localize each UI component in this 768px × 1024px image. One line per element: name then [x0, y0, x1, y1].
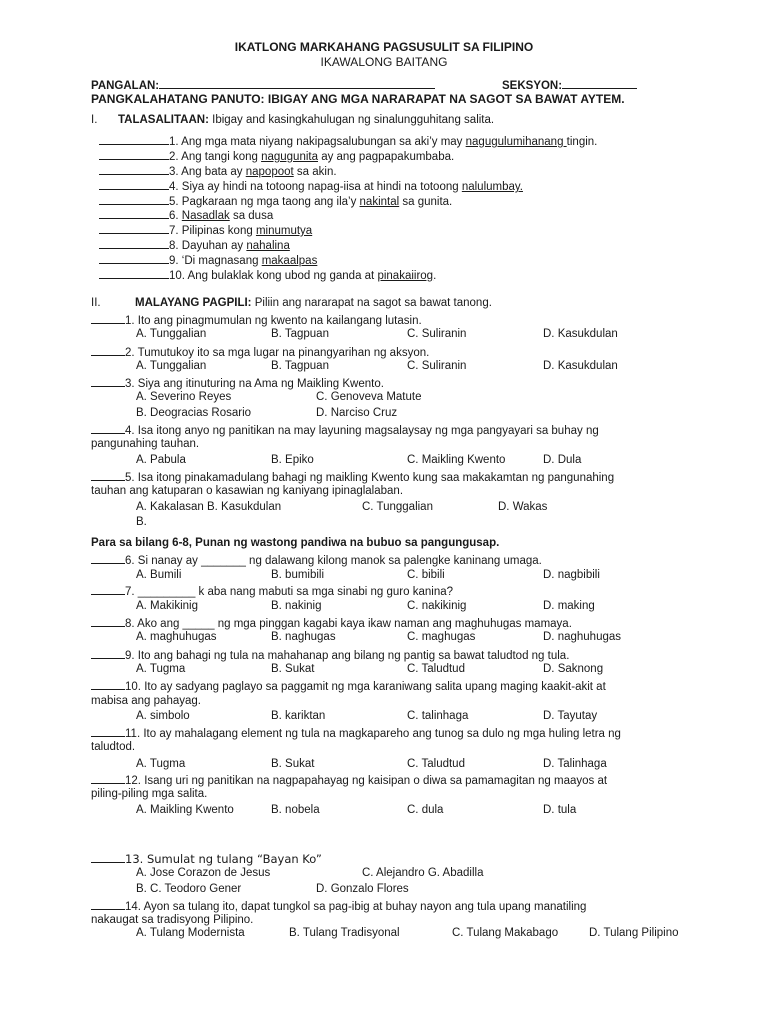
option-b[interactable]: B. Sukat: [271, 758, 315, 770]
option-a[interactable]: A. Tugma: [136, 758, 186, 770]
option-a[interactable]: A. Pabula: [136, 454, 186, 466]
underlined-word: nalulumbay.: [461, 181, 523, 193]
option-b[interactable]: B. Sukat: [271, 663, 315, 675]
part2-instruction: Piliin ang nararapat na sagot sa bawat tanong.: [254, 297, 492, 309]
vocab-item: 9. ‘Di magnasang makaalpas: [99, 252, 317, 268]
option-a[interactable]: A. simbolo: [136, 710, 190, 722]
answer-blank[interactable]: [91, 898, 125, 910]
part3-instruction: Para sa bilang 6-8, Punan ng wastong pandiwa na bubuo sa pangungusap.: [91, 537, 500, 549]
answer-blank[interactable]: [91, 422, 125, 434]
question-1: 1. Ito ang pinagmumulan ng kwento na kailangang lutasin.: [91, 312, 422, 328]
option-b[interactable]: B. C. Teodoro Gener: [136, 883, 242, 895]
answer-blank[interactable]: [99, 237, 169, 249]
underlined-word: nahalina: [246, 240, 290, 252]
option-a[interactable]: A. Tulang Modernista: [136, 927, 245, 939]
question-11-cont: taludtod.: [91, 741, 136, 753]
name-field-row: [91, 77, 435, 93]
answer-blank[interactable]: [99, 222, 169, 234]
option-d[interactable]: D. naghuhugas: [543, 631, 622, 643]
part1-roman: I.: [91, 114, 98, 126]
answer-blank[interactable]: [91, 552, 125, 564]
option-a[interactable]: A. Maikling Kwento: [136, 804, 234, 816]
answer-blank[interactable]: [99, 148, 169, 160]
option-a[interactable]: A. maghuhugas: [136, 631, 217, 643]
answer-blank[interactable]: [99, 252, 169, 264]
option-d[interactable]: D. Gonzalo Flores: [316, 883, 409, 895]
vocab-item: 5. Pagkaraan ng mga taong ang ila’y nakintal sa gunita.: [99, 193, 452, 209]
underlined-word: makaalpas: [261, 255, 318, 267]
exam-title: IKATLONG MARKAHANG PAGSUSULIT SA FILIPINO: [234, 40, 534, 54]
option-c[interactable]: C. maghugas: [407, 631, 476, 643]
vocab-item: 3. Ang bata ay napopoot sa akin.: [99, 163, 337, 179]
name-blank[interactable]: [159, 77, 435, 89]
answer-blank[interactable]: [91, 312, 125, 324]
underlined-word: pinakaiirog: [377, 270, 434, 282]
underlined-word: minumutya: [255, 225, 313, 237]
option-c[interactable]: C. Genoveva Matute: [316, 391, 422, 403]
answer-blank[interactable]: [91, 725, 125, 737]
option-c[interactable]: C. talinhaga: [407, 710, 469, 722]
option-d[interactable]: D. Tulang Pilipino: [589, 927, 679, 939]
option-b[interactable]: B. nobela: [271, 804, 320, 816]
vocab-item: 10. Ang bulaklak kong ubod ng ganda at pinakaiirog.: [99, 267, 436, 283]
question-6: 6. Si nanay ay _______ ng dalawang kilong manok sa palengke kaninang umaga.: [91, 552, 542, 568]
option-d[interactable]: D. Tayutay: [543, 710, 598, 722]
option-b[interactable]: B. Deogracias Rosario: [136, 407, 252, 419]
option-c[interactable]: C. dula: [407, 804, 444, 816]
option-b[interactable]: B. bumibili: [271, 569, 325, 581]
answer-blank[interactable]: [91, 851, 125, 863]
answer-blank[interactable]: [91, 772, 125, 784]
vocab-item: 4. Siya ay hindi na totoong napag-iisa at hindi na totoong nalulumbay.: [99, 178, 523, 194]
vocab-item: 1. Ang mga mata niyang nakipagsalubungan sa aki’y may nagugulumihanang tingin.: [99, 133, 597, 149]
question-4: 4. Isa itong anyo ng panitikan na may layuning magsalaysay ng mga pangyayari sa buhay ng: [91, 422, 599, 438]
option-c[interactable]: C. Maikling Kwento: [407, 454, 506, 466]
answer-blank[interactable]: [99, 207, 169, 219]
answer-blank[interactable]: [91, 344, 125, 356]
option-d[interactable]: D. Dula: [543, 454, 582, 466]
option-a[interactable]: A. Makikinig: [136, 600, 198, 612]
option-d[interactable]: D. Kasukdulan: [543, 360, 618, 372]
option-c[interactable]: C. nakikinig: [407, 600, 467, 612]
part1-instruction: Ibigay and kasingkahulugan ng sinalungguhitang salita.: [212, 114, 495, 126]
question-5-cont: tauhan ang katuparan o kasawian ng kaniyang ipinaglalaban.: [91, 485, 404, 497]
option-b[interactable]: B. Epiko: [271, 454, 314, 466]
general-instruction: PANGKALAHATANG PANUTO: IBIGAY ANG MGA NARARAPAT NA SAGOT SA BAWAT AYTEM.: [91, 92, 625, 106]
underlined-word: nakintal: [359, 196, 400, 208]
option-c[interactable]: C. Tunggalian: [362, 501, 433, 513]
option-b[interactable]: B. Tagpuan: [271, 360, 329, 372]
question-13: 13. Sumulat ng tulang “Bayan Ko”: [91, 851, 322, 866]
option-c[interactable]: C. Tulang Makabago: [452, 927, 559, 939]
question-4-cont: pangunahing tauhan.: [91, 438, 200, 450]
option-d[interactable]: D. Narciso Cruz: [316, 407, 398, 419]
vocab-item: 7. Pilipinas kong minumutya: [99, 222, 312, 238]
question-5: 5. Isa itong pinakamadulang bahagi ng maikling Kwento kung saa makakamtan ng pangunahing: [91, 469, 614, 485]
question-12-cont: piling-piling mga salita.: [91, 788, 208, 800]
vocab-item: 6. Nasadlak sa dusa: [99, 207, 273, 223]
option-d[interactable]: D. making: [543, 600, 595, 612]
option-d[interactable]: D. Kasukdulan: [543, 328, 618, 340]
option-a[interactable]: A. Jose Corazon de Jesus: [136, 867, 271, 879]
option-d[interactable]: D. nagbibili: [543, 569, 600, 581]
part2-title: MALAYANG PAGPILI:: [135, 297, 252, 309]
question-10-cont: mabisa ang pahayag.: [91, 695, 201, 707]
answer-blank[interactable]: [91, 615, 125, 627]
option-a[interactable]: A. Tugma: [136, 663, 186, 675]
option-a[interactable]: A. Tunggalian: [136, 360, 207, 372]
answer-blank[interactable]: [91, 583, 125, 595]
option-b[interactable]: B. Tagpuan: [271, 328, 329, 340]
answer-blank[interactable]: [99, 193, 169, 205]
option-c[interactable]: C. Suliranin: [407, 328, 467, 340]
section-field-row: [502, 77, 637, 93]
part2-heading: [135, 296, 492, 310]
vocab-item: 8. Dayuhan ay nahalina: [99, 237, 290, 253]
section-blank[interactable]: [562, 77, 637, 89]
question-11: 11. Ito ay mahalagang element ng tula na magkapareho ang tunog sa dulo ng mga huling letra ng: [91, 725, 621, 741]
part1-heading: [118, 113, 494, 127]
question-7: 7. _________ k aba nang mabuti sa mga sinabi ng guro kanina?: [91, 583, 453, 599]
question-2: 2. Tumutukoy ito sa mga lugar na pinangyarihan ng aksyon.: [91, 344, 429, 360]
answer-blank[interactable]: [91, 469, 125, 481]
answer-blank[interactable]: [99, 267, 169, 279]
option-a[interactable]: A. Bumili: [136, 569, 182, 581]
option-c[interactable]: C. Taludtud: [407, 663, 465, 675]
answer-blank[interactable]: [91, 375, 125, 387]
section-label: SEKSYON:: [502, 80, 563, 92]
option-c[interactable]: C. Taludtud: [407, 758, 465, 770]
option-a[interactable]: A. Kakalasan B. Kasukdulan: [136, 501, 282, 513]
option-a[interactable]: A. Tunggalian: [136, 328, 207, 340]
answer-blank[interactable]: [91, 647, 125, 659]
part2-roman: II.: [91, 297, 101, 309]
underlined-word: nagugunita: [261, 151, 318, 163]
option-c[interactable]: C. Suliranin: [407, 360, 467, 372]
underlined-word: Nasadlak: [181, 210, 230, 222]
option-c[interactable]: C. Alejandro G. Abadilla: [362, 867, 484, 879]
option-d[interactable]: D. Wakas: [498, 501, 548, 513]
answer-blank[interactable]: [91, 678, 125, 690]
option-b[interactable]: B. naghugas: [271, 631, 336, 643]
option-d[interactable]: D. Talinhaga: [543, 758, 607, 770]
question-10: 10. Ito ay sadyang paglayo sa paggamit ng mga karaniwang salita upang maging kaakit-akit at: [91, 678, 606, 694]
grade-level: IKAWALONG BAITANG: [320, 55, 448, 69]
part1-title: TALASALITAAN:: [118, 114, 209, 126]
answer-blank[interactable]: [99, 163, 169, 175]
vocab-item: 2. Ang tangi kong nagugunita ay ang pagpapakumbaba.: [99, 148, 454, 164]
question-14: 14. Ayon sa tulang ito, dapat tungkol sa pag-ibig at buhay nayon ang tula upang manatiling: [91, 898, 586, 914]
question-3: 3. Siya ang itinuturing na Ama ng Maikling Kwento.: [91, 375, 384, 391]
option-a[interactable]: A. Severino Reyes: [136, 391, 232, 403]
option-b[interactable]: B. Tulang Tradisyonal: [289, 927, 400, 939]
answer-blank[interactable]: [99, 178, 169, 190]
name-label: PANGALAN:: [91, 80, 160, 92]
underlined-word: nagugulumihanang: [465, 136, 567, 148]
option-b[interactable]: B. kariktan: [271, 710, 326, 722]
question-14-cont: nakaugat sa tradisyong Pilipino.: [91, 914, 254, 926]
underlined-word: napopoot: [245, 166, 294, 178]
question-9: 9. Ito ang bahagi ng tula na mahahanap ang bilang ng pantig sa bawat taludtod ng tula.: [91, 647, 569, 663]
option-c[interactable]: C. bibili: [407, 569, 445, 581]
option-b[interactable]: B. nakinig: [271, 600, 322, 612]
answer-blank[interactable]: [99, 133, 169, 145]
question-12: 12. Isang uri ng panitikan na nagpapahayag ng kaisipan o diwa sa pamamagitan ng maayos at: [91, 772, 607, 788]
option-extra: B.: [136, 516, 147, 528]
option-d[interactable]: D. Saknong: [543, 663, 604, 675]
option-d[interactable]: D. tula: [543, 804, 577, 816]
question-8: 8. Ako ang _____ ng mga pinggan kagabi kaya ikaw naman ang maghuhugas mamaya.: [91, 615, 572, 631]
